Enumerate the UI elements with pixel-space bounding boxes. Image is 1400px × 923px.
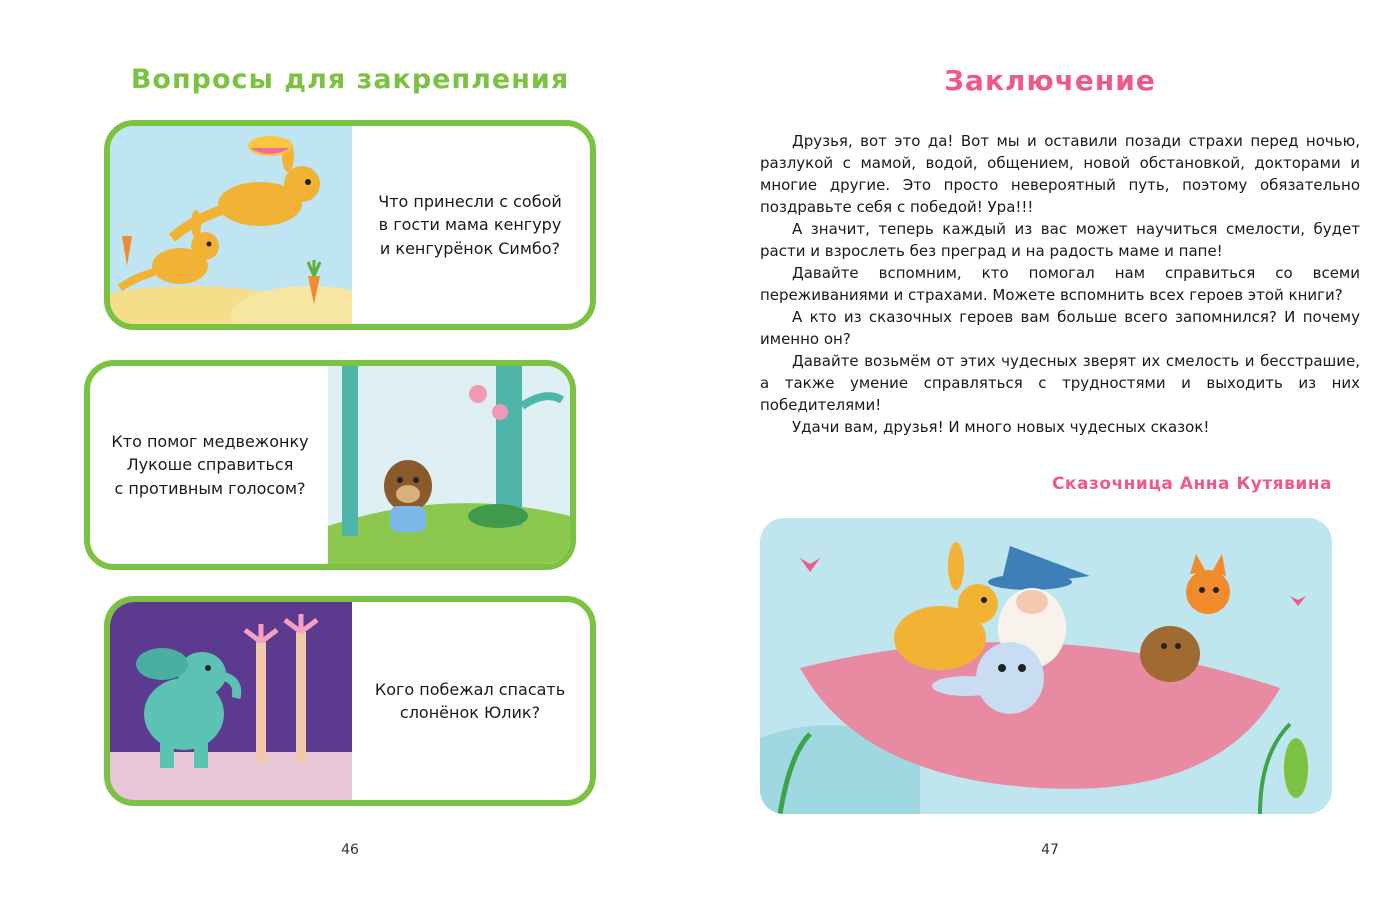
question-card-3 bbox=[104, 596, 596, 806]
question-text-3: Кого побежал спасать слонёнок Юлик? bbox=[374, 679, 566, 722]
question-text-1: Что принесли с собой в гости мама кенгуру и кенгурёнок Симбо? bbox=[378, 192, 562, 258]
author-signature: Сказочница Анна Кутявина bbox=[1051, 474, 1332, 494]
paragraph: А кто из сказочных героев вам больше всего запомнился? И почему именно он? bbox=[760, 308, 1360, 348]
paragraph: Давайте вспомним, кто помогал нам справиться со всеми переживаниями и страхами. Можете вспомнить всех героев этой книги? bbox=[760, 264, 1360, 304]
paragraph: Удачи вам, друзья! И много новых чудесных сказок! bbox=[792, 418, 1210, 436]
elephant-illustration bbox=[110, 602, 352, 800]
left-page-title: Вопросы для закрепления bbox=[130, 64, 570, 95]
page-number-left: 46 bbox=[341, 842, 359, 858]
question-card-2 bbox=[84, 360, 576, 570]
question-text-2: Кто помог медвежонку Лукоше справиться с противным голосом? bbox=[111, 432, 309, 498]
question-card-1 bbox=[104, 120, 596, 330]
right-page bbox=[700, 0, 1400, 923]
bear-illustration bbox=[328, 366, 570, 564]
characters-illustration bbox=[760, 518, 1332, 814]
right-page-title: Заключение bbox=[944, 64, 1156, 97]
page-number-right: 47 bbox=[1041, 842, 1059, 858]
paragraph: Друзья, вот это да! Вот мы и оставили позади страхи перед ночью, разлукой с мамой, водой, общением, новой обстановкой, докторами и многие другие. Это просто невероятный путь, поэтому обязательно поздравьте себя с победой! Ура!!! bbox=[760, 132, 1360, 216]
paragraph: Давайте возьмём от этих чудесных зверят их смелость и бесстрашие, а также умение справляться с трудностями и выходить из них победителями! bbox=[760, 352, 1360, 414]
conclusion-text bbox=[760, 130, 1360, 438]
kangaroo-illustration bbox=[110, 126, 352, 324]
paragraph: А значит, теперь каждый из вас может научиться смелости, будет расти и взрослеть без преград и на радость маме и папе! bbox=[760, 220, 1360, 260]
